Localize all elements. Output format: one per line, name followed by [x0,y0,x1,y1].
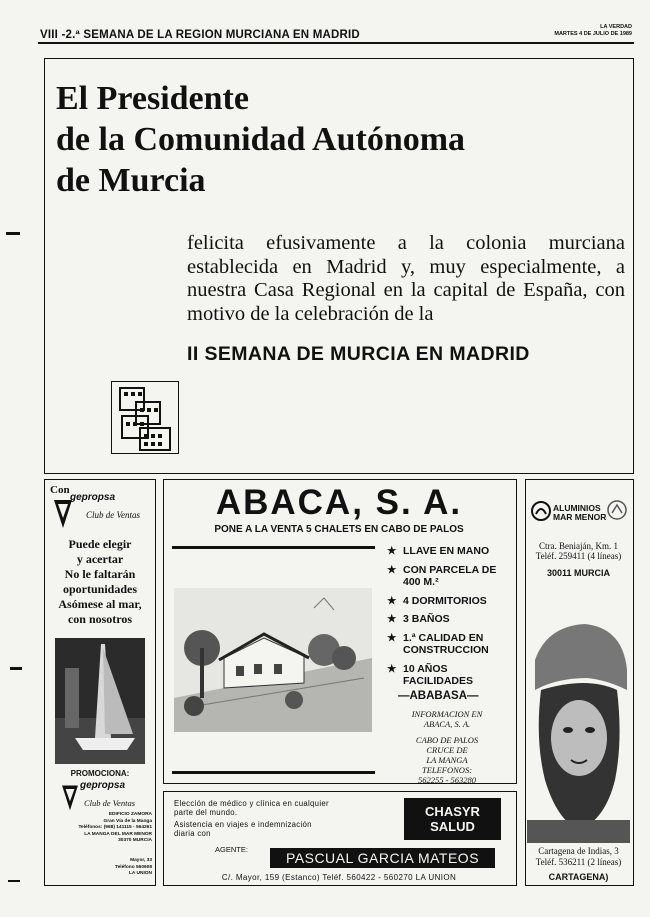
abaca-features [387,545,509,694]
address-line: Ctra. Beniaján, Km. 1 [539,541,618,551]
header-rule [38,42,634,44]
feature-item: ★ CON PARCELA DE 400 M.² [387,563,497,588]
chalet-rendering [174,588,372,732]
paper-name: LA VERDAD [600,24,632,30]
star-icon: ★ [387,613,397,625]
text-line: Asistencia en viajes e indemnización [174,820,312,830]
title-line: de la Comunidad Autónoma [56,121,466,158]
address-line: EDIFICIO ZAMORA [108,812,152,817]
address-line: Gran Vía de la Manga [103,818,152,824]
agent-label: AGENTE: [215,845,248,854]
address-line: Teléf. 536211 (2 líneas) [535,856,622,867]
address-line: Mayor, 33 [130,858,152,863]
slogan-line: Puede elegir [68,537,132,551]
star-icon: ★ [387,563,397,576]
slogan-line: Asómese al mar, [58,597,142,611]
info-line: CRUCE DE [426,745,468,755]
address-line: Teléfonos: (968) 141115 - 564261 [78,825,152,830]
aluminios-city: 30011 MURCIA [546,568,611,578]
chasyr-description [174,800,384,838]
feature-item: ★ 1.ª CALIDAD EN CONSTRUCCION [387,631,489,656]
logo-line: CHASYR [425,804,480,819]
chasyr-salud-logo [404,798,501,840]
name-line: MAR MENOR [553,512,607,522]
feature-item: ★ 4 DORMITORIOS [387,594,487,607]
info-line: CABO DE PALOS [415,735,479,745]
section-header: VIII -2.ª SEMANA DE LA REGION MURCIANA EN MADRID [40,29,360,41]
logo-line: SALUD [430,819,475,834]
agent-name: PASCUAL GARCIA MATEOS [270,848,495,868]
star-icon: ★ [387,594,397,607]
info-line: TELEFONOS: [421,765,473,775]
aluminios-logo-icon [531,501,551,526]
abaca-info [382,709,512,785]
abaca-tagline: PONE A LA VENTA 5 CHALETS EN CABO DE PALOS [214,524,464,535]
event-title: II SEMANA DE MURCIA EN MADRID [187,343,530,365]
address-line: LA MANGA DEL MAR MENOR [84,831,152,837]
aluminios-name [553,504,606,522]
abaca-rule-top [172,546,375,549]
presidente-title [56,78,465,201]
margin-mark [10,667,22,670]
slogan-line: No le faltarán [64,567,136,581]
star-icon: ★ [387,545,397,557]
gepropsa-slogan [48,537,152,627]
text-line: parte del mundo. [174,807,238,817]
girl-portrait-photo [527,620,630,843]
title-line: El Presidente [56,80,249,117]
address-line: Teléf. 259411 (4 líneas) [535,551,622,561]
star-icon: ★ [387,662,397,675]
gepropsa-mayor-address [48,858,152,878]
ababasa-logo: —ABABASA— [398,690,479,702]
address-line: Teléfono 560608 [115,864,152,870]
chasyr-address: C/. Mayor, 159 (Estanco) Teléf. 560422 - 560270 LA UNION [221,873,457,882]
abaca-rule-bottom [172,771,375,774]
feature-item: ★ 10 AÑOS FACILIDADES [387,662,474,687]
feature-item: ★ LLAVE EN MANO [387,545,490,557]
gepropsa-intro: Con [50,484,70,496]
sailboat-photo [55,638,145,764]
gepropsa-brand-2: gepropsa [80,780,126,791]
slogan-line: con nosotros [67,612,133,626]
info-line: LA MANGA [426,755,468,765]
address-line: 30370 MURCIA [118,838,152,843]
text-line: diaria con [174,828,211,838]
murcia-region-logo [111,381,179,454]
sa-logo-icon [606,500,628,525]
margin-mark [8,880,20,882]
feature-item: ★ 3 BAÑOS [387,613,450,625]
name-line: ALUMINIOS [553,503,601,513]
aluminios-cartagena-address [528,846,629,867]
aluminios-cartagena-city: CARTAGENA) [548,872,609,882]
address-line: Cartagena de Indias, 3 [538,846,619,856]
info-line: 562255 - 563280 [417,775,477,785]
info-line: INFORMACION EN [411,709,483,719]
gepropsa-subbrand-2: Club de Ventas [84,798,135,808]
gepropsa-address [48,812,152,845]
address-line: LA UNION [128,871,152,876]
title-line: de Murcia [56,162,206,199]
aluminios-address [528,541,629,561]
slogan-line: oportunidades [62,582,138,596]
slogan-line: y acertar [76,552,124,566]
gepropsa-subbrand: Club de Ventas [86,510,140,520]
issue-date: MARTES 4 DE JULIO DE 1989 [554,31,632,37]
gepropsa-brand: gepropsa [70,492,116,503]
text-line: Elección de médico y clínica en cualquier [174,799,329,808]
promo-label: PROMOCIONA: [70,769,130,778]
felicita-text: felicita efusivamente a la colonia murciana establecida en Madrid y, muy especialmente, a nuestra Casa Regional en la capital de España, con motivo de la celebración de la [187,232,625,325]
masthead [554,24,632,38]
star-icon: ★ [387,631,397,644]
abaca-title: ABACA, S. A. [215,483,463,522]
info-line: ABACA, S. A. [423,719,471,729]
margin-mark [6,232,20,235]
